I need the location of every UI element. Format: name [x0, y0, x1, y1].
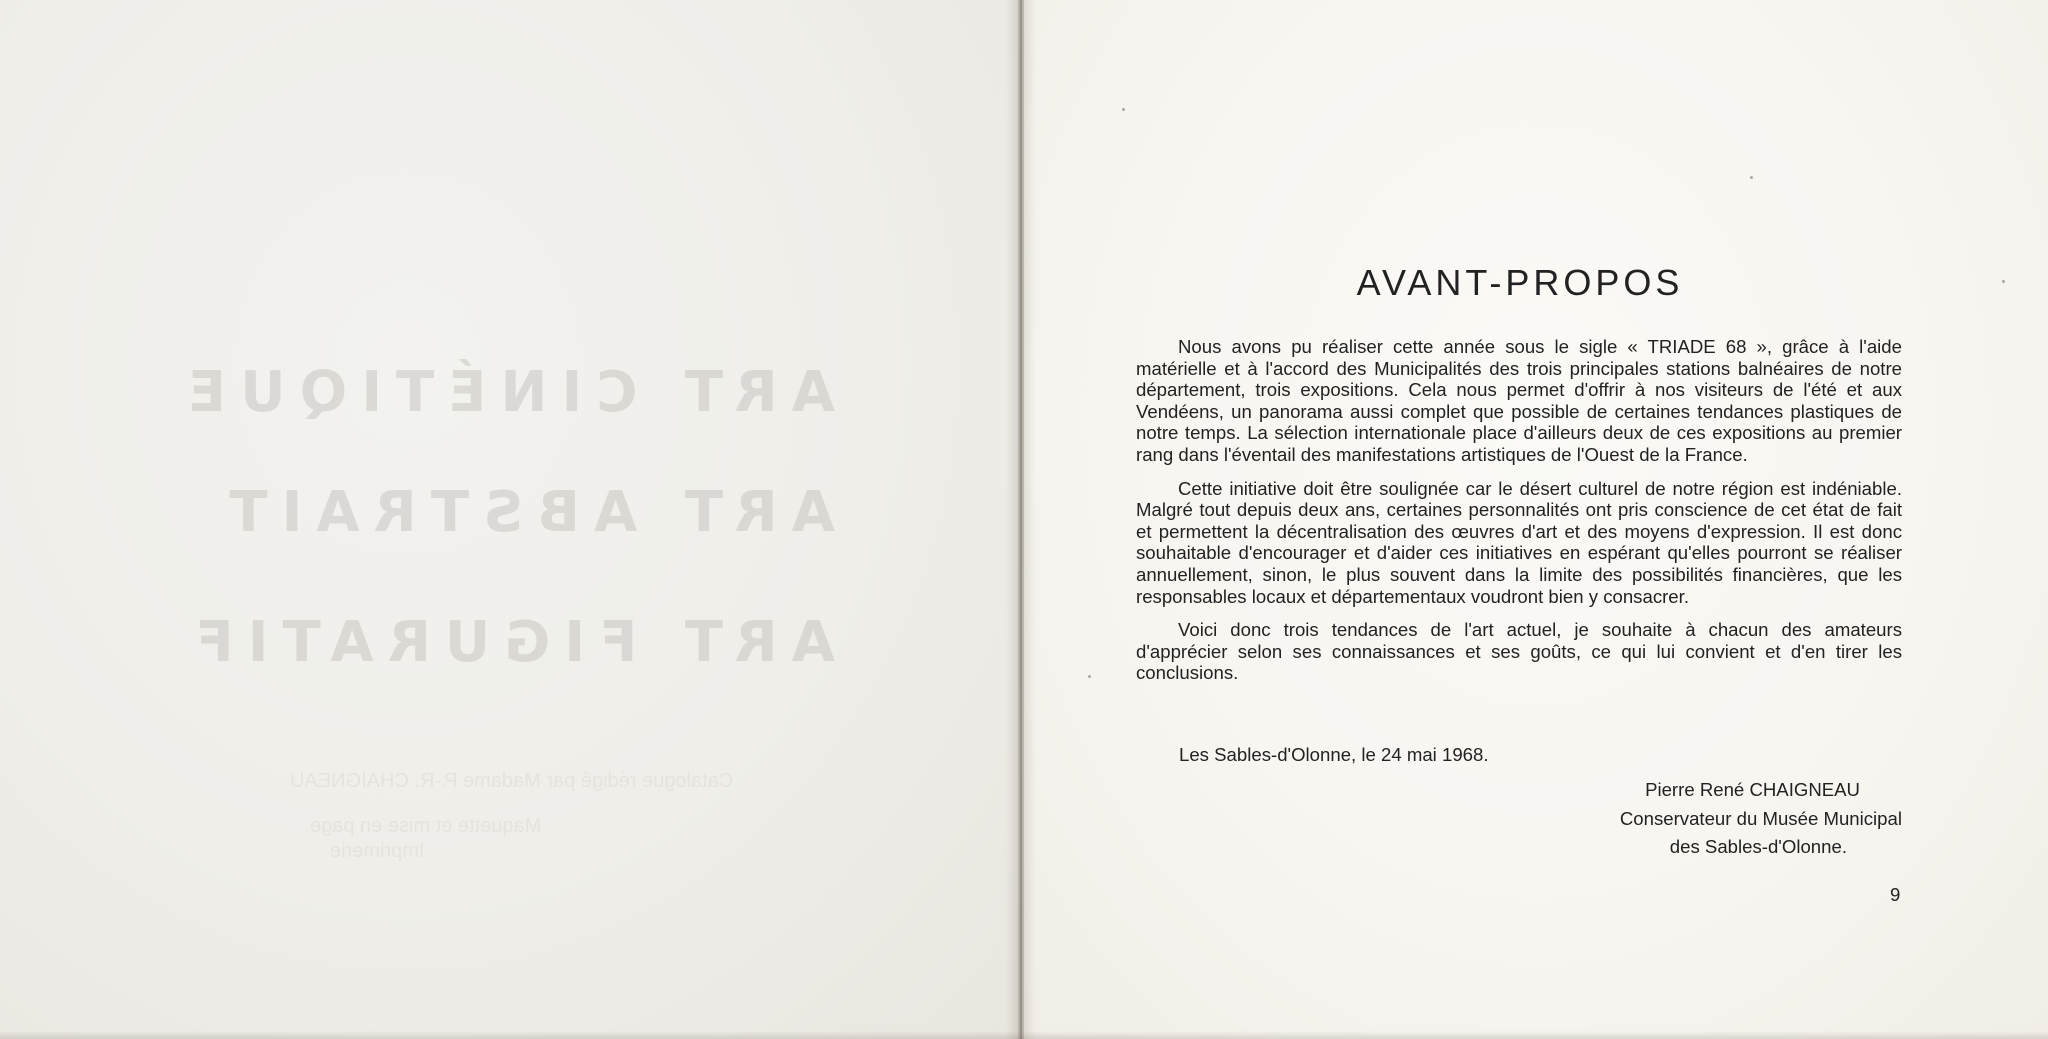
showthrough-art-figuratif: ART FIGURATIF — [181, 610, 835, 675]
showthrough-small-line-1: Catalogue rédigé par Madame P.-R. CHAIGNEAU — [290, 770, 734, 792]
showthrough-art-cinetique: ART CINÉTIQUE — [173, 360, 835, 425]
paper-speck — [1088, 675, 1091, 678]
page-number: 9 — [1890, 884, 1901, 905]
gutter-fold-line — [1020, 0, 1022, 1039]
paragraph-2: Cette initiative doit être soulignée car le désert culturel de notre région est indéniable. Malgré tout depuis deux ans, certaines personnalités ont pris conscience de cet état de fait et permettent la décentralisation des œuvres d'art et des moyens d'expression. Il est donc souhaitable d'encourager et d'aider ces initiatives en espérant qu'elles pourront se réaliser annuellement, sinon, le plus souvent dans la limite des possibilités financières, que les responsables locaux et départementaux voudront bien y consacrer. — [1136, 477, 1902, 607]
date-line: Les Sables-d'Olonne, le 24 mai 1968. — [1179, 744, 1489, 765]
signature-block — [1500, 776, 1902, 862]
signature-city: des Sables-d'Olonne. — [1669, 836, 1847, 857]
left-page — [0, 0, 1018, 1039]
paper-speck — [1750, 176, 1753, 179]
showthrough-small-line-3: Imprimerie — [330, 840, 425, 862]
page-bottom-edge — [0, 1031, 2048, 1039]
showthrough-small-line-2: Maquette et mise en page — [310, 815, 542, 837]
signature-role: Conservateur du Musée Municipal — [1619, 807, 1902, 829]
paper-speck — [2002, 280, 2005, 283]
signature-name: Pierre René CHAIGNEAU — [1645, 779, 1860, 800]
paragraph-3: Voici donc trois tendances de l'art actuel, je souhaite à chacun des amateurs d'apprécier selon ses connaissances et ses goûts, ce qui lui convient et d'en tirer les conclusions. — [1136, 619, 1902, 684]
paragraph-1: Nous avons pu réaliser cette année sous le sigle « TRIADE 68 », grâce à l'aide matérielle et à l'accord des Municipalités des trois principales stations balnéaires de notre département, trois expositions. Cela nous permet d'offrir à nos visiteurs de l'été et aux Vendéens, un panorama aussi complet que possible de certaines tendances plastiques de notre temps. La sélection internationale place d'ailleurs deux de ces expositions au premier rang dans l'éventail des manifestations artistiques de l'Ouest de la France. — [1136, 336, 1902, 465]
showthrough-art-abstrait: ART ABSTRAIT — [215, 480, 835, 545]
paper-speck — [1122, 108, 1125, 111]
page-title: AVANT-PROPOS — [1356, 262, 1684, 304]
foreword-body — [1136, 336, 1902, 696]
